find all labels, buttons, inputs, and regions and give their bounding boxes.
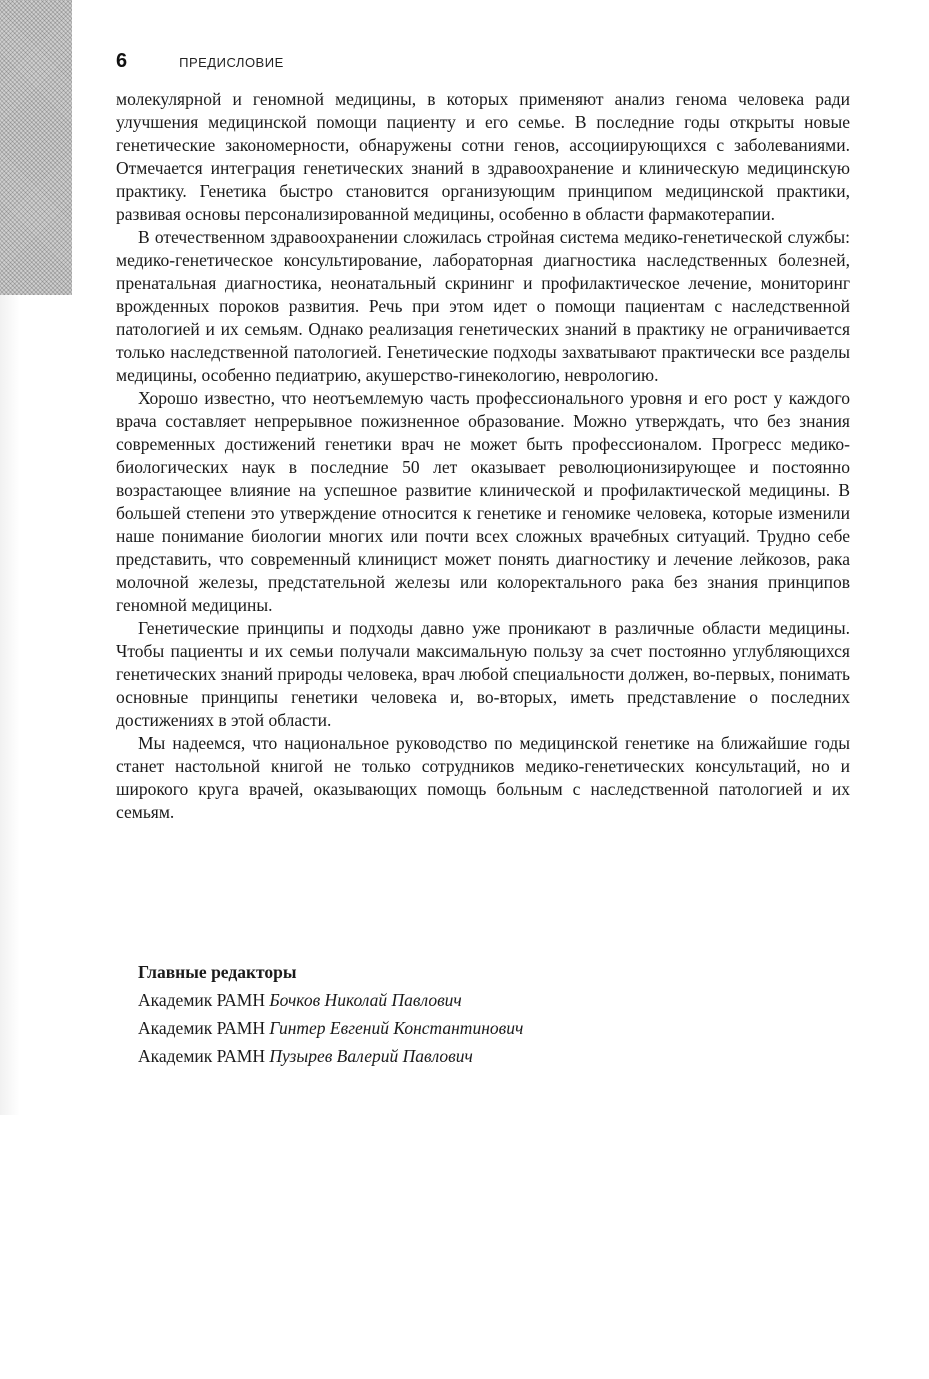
editor-title: Академик РАМН: [138, 990, 265, 1010]
section-title: ПРЕДИСЛОВИЕ: [179, 55, 284, 70]
body-text: [116, 88, 850, 824]
editor-line-3: [138, 1042, 838, 1070]
running-head: [116, 50, 284, 76]
editor-name: Гинтер Евгений Константинович: [269, 1018, 524, 1038]
editor-title: Академик РАМН: [138, 1018, 265, 1038]
editor-title: Академик РАМН: [138, 1046, 265, 1066]
editors-heading: Главные редакторы: [138, 962, 297, 982]
editors-block: [138, 958, 838, 1070]
scan-edge-shadow: [0, 0, 72, 295]
editor-line-2: [138, 1014, 838, 1042]
page-number: 6: [116, 50, 128, 72]
paragraph-1: молекулярной и геномной медицины, в которых применяют анализ генома человека ради улучшения медицинской помощи пациенту и его семье. В последние годы открыты новые генетические закономерности, обнаружены сотни генов, ассоциирующихся с заболеваниями. Отмечается интеграция генетических знаний в здравоохранение и клиническую медицинскую практику. Генетика быстро становится организующим принципом медицинской практики, развивая основы персонализированной медицины, особенно в области фармакотерапии.: [116, 89, 850, 224]
paragraph-4: Генетические принципы и подходы давно уже проникают в различные области медицины. Чтобы пациенты и их семьи получали максимальную пользу за счет постоянно углубляющихся генетических знаний природы человека, врач любой специальности должен, во-первых, понимать основные принципы генетики человека и, во-вторых, иметь представление о последних достижениях в этой области.: [116, 618, 850, 730]
editor-line-1: [138, 986, 838, 1014]
editor-name: Бочков Николай Павлович: [269, 990, 462, 1010]
scan-edge-fade: [0, 295, 20, 1115]
editor-name: Пузырев Валерий Павлович: [269, 1046, 473, 1066]
paragraph-2: В отечественном здравоохранении сложилась стройная система медико-генетической службы: медико-генетическое консультирование, лабораторная диагностика наследственных болезней, пренатальная диагностика, неонатальный скрининг и профилактическое лечение, мониторинг врожденных пороков развития. Речь при этом идет о помощи пациентам с наследственной патологией и их семьям. Однако реализация генетических знаний в практику не ограничивается только наследственной патологией. Генетические подходы захватывают практически все разделы медицины, особенно педиатрию, акушерство-гинекологию, неврологию.: [116, 227, 850, 385]
paragraph-5: Мы надеемся, что национальное руководство по медицинской генетике на ближайшие годы станет настольной книгой не только сотрудников медико-генетических консультаций, но и широкого круга врачей, оказывающих помощь больным с наследственной патологией и их семьям.: [116, 733, 850, 822]
paragraph-3: Хорошо известно, что неотъемлемую часть профессионального уровня и его рост у каждого врача составляет непрерывное пожизненное образование. Можно утверждать, что без знания современных достижений генетики врач не может быть профессионалом. Прогресс медико-биологических наук в последние 50 лет оказывает революционизирующее и постоянно возрастающее влияние на успешное развитие клинической и профилактической медицины. В большей степени это утверждение относится к генетике и геномике человека, которые изменили наше понимание биологии многих или почти всех сложных врачебных ситуаций. Трудно себе представить, что современный клиницист может понять диагностику и лечение лейкозов, рака молочной железы, предстательной железы или колоректального рака без знания принципов геномной медицины.: [116, 388, 850, 615]
